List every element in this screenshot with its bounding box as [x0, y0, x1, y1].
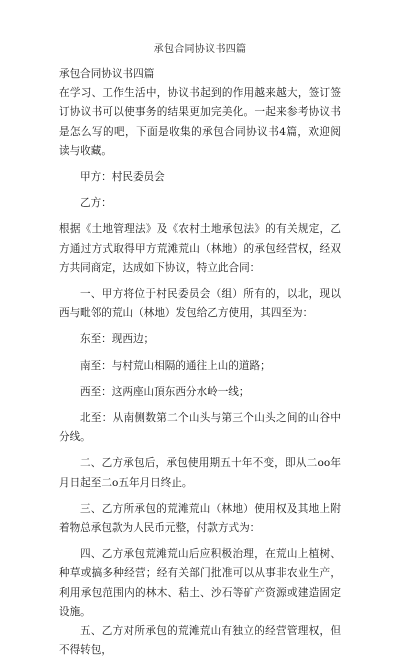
- clause-5: 五、乙方对所承包的荒滩荒山有独立的经营管理权，但不得转包，: [59, 625, 341, 657]
- subtitle: 承包合同协议书四篇: [59, 68, 155, 80]
- document-body: [59, 65, 341, 660]
- clause-2: 二、乙方承包后，承包使用期五十年不变，即从二oo年月日起至二o五年月日终止。: [59, 457, 341, 489]
- party-b-line: 乙方：: [80, 197, 112, 210]
- party-a-line: 甲方：村民委员会: [80, 171, 165, 184]
- basis-paragraph: 根据《土地管理法》及《农村土地承包法》的有关规定，乙方通过方式取得甲方荒滩荒山（林地）的承包经营权，经双方共同商定，达成如下协议，特立此合同：: [59, 223, 341, 274]
- boundary-east: 东至：现西边；: [80, 333, 155, 346]
- clause-3: 三、乙方所承包的荒滩荒山（林地）使用权及其地上附着物总承包款为人民币元整，付款方式为：: [59, 502, 341, 535]
- document-title: 承包合同协议书四篇: [153, 44, 247, 55]
- boundary-west: 西至：这两座山頂东西分水岭一线；: [80, 385, 250, 398]
- clause-1: 一、甲方将位于村民委员会（组）所有的，以北，现以西与毗邻的荒山（林地）发包给乙方使用，其四至为：: [59, 288, 341, 320]
- intro-paragraph: 在学习、工作生活中，协议书起到的作用越来越大，签订签订协议书可以使事务的结果更加完美化。一起来参考协议书是怎么写的吧，下面是收集的承包合同协议书4篇，欢迎阅读与收藏。: [59, 87, 341, 157]
- boundary-north: 北至：从南侧数第二个山头与第三个山头之间的山谷中分线。: [59, 412, 341, 444]
- boundary-south: 南至：与村荒山相隔的通往上山的道路；: [80, 359, 271, 372]
- clause-4: 四、乙方承包荒滩荒山后应积极治理，在荒山上植树、种草或搞多种经营；经有关部门批准可以从事非农业生产，利用承包范围内的林木、秸土、沙石等矿产资源或建造固定设施。: [59, 548, 341, 618]
